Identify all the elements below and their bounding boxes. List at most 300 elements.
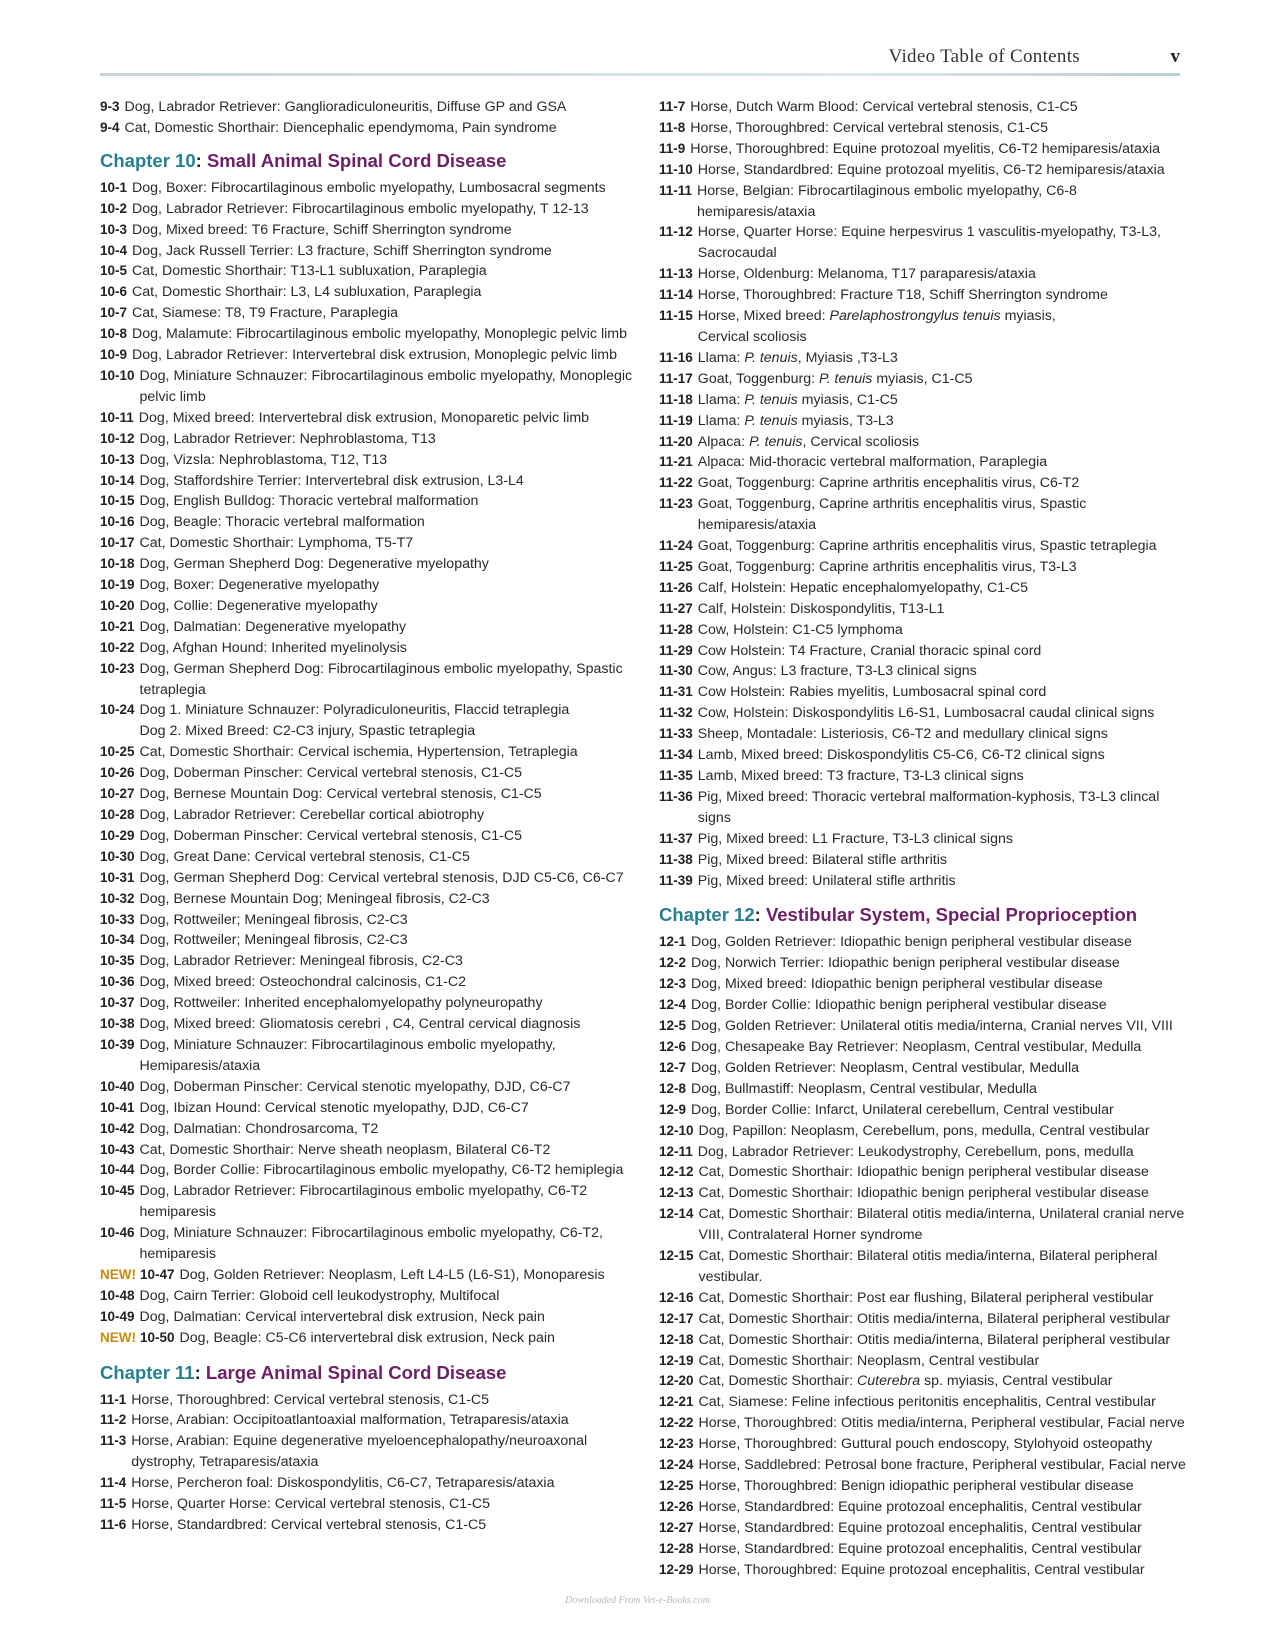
video-description: Dog, Golden Retriever: Unilateral otitis media/interna, Cranial nerves VII, VIII: [691, 1018, 1173, 1035]
video-number: 10-23: [100, 660, 135, 676]
video-description: Horse, Thoroughbred: Cervical vertebral stenosis, C1-C5: [131, 1391, 490, 1408]
video-description: Sheep, Montadale: Listeriosis, C6-T2 and medullary clinical signs: [697, 726, 1108, 743]
video-description: Cow Holstein: Rabies myelitis, Lumbosacral spinal cord: [697, 684, 1047, 701]
video-description: Dog, Malamute: Fibrocartilaginous embolic myelopathy, Monoplegic pelvic limb: [132, 326, 627, 343]
video-description: Dog, Dalmatian: Cervical intervertebral disk extrusion, Neck pain: [139, 1308, 545, 1325]
video-entry: [659, 369, 1194, 390]
video-number: 10-26: [100, 765, 135, 781]
video-entry: [100, 1014, 635, 1035]
video-entry: [659, 766, 1194, 787]
video-entry: [659, 1371, 1194, 1392]
video-entry: [100, 282, 635, 303]
video-number: 10-10: [100, 367, 135, 383]
video-description: Dog, Mixed breed: Intervertebral disk extrusion, Monoparetic pelvic limb: [138, 409, 590, 426]
video-number: 11-22: [659, 475, 693, 491]
video-description: Dog, Mixed breed: Idiopathic benign peripheral vestibular disease: [691, 976, 1103, 993]
video-entry: [659, 536, 1194, 557]
video-number: 11-31: [659, 684, 693, 700]
video-number: 12-18: [659, 1331, 694, 1347]
intro-list: [100, 97, 635, 139]
video-entry: [100, 847, 635, 868]
video-entry: [100, 1098, 635, 1119]
chapter-10-list: [100, 178, 635, 1349]
video-description: Horse, Standardbred: Equine protozoal encephalitis, Central vestibular: [698, 1540, 1142, 1557]
video-entry: [659, 1016, 1194, 1037]
watermark: Downloaded From Vet-e-Books.com: [565, 1595, 710, 1606]
video-number: 10-38: [100, 1016, 135, 1032]
video-description: Dog, Miniature Schnauzer: Fibrocartilaginous embolic myelopathy, Monoplegic pelvic limb: [139, 367, 633, 405]
video-description: Pig, Mixed breed: Bilateral stifle arthritis: [697, 851, 947, 868]
video-description: Cat, Domestic Shorthair: Otitis media/interna, Bilateral peripheral vestibular: [698, 1310, 1171, 1327]
video-number: 10-13: [100, 451, 135, 467]
video-description: Horse, Thoroughbred: Fracture T18, Schiff Sherrington syndrome: [697, 287, 1108, 304]
video-entry: [100, 1119, 635, 1140]
video-entry: [100, 1431, 635, 1473]
video-entry: [659, 1497, 1194, 1518]
video-number: 10-35: [100, 953, 135, 969]
video-entry: [659, 452, 1194, 473]
species-name-italic: P. tenuis: [744, 412, 798, 429]
video-entry: [100, 471, 635, 492]
video-description: Horse, Saddlebred: Petrosal bone fracture, Peripheral vestibular, Facial nerve: [698, 1457, 1186, 1474]
video-number: 12-22: [659, 1415, 694, 1431]
video-number: 11-24: [659, 538, 693, 554]
chapter-label: Chapter 10: [100, 149, 196, 171]
video-description: Lamb, Mixed breed: Diskospondylitis C5-C6, C6-T2 clinical signs: [697, 747, 1105, 764]
video-description: Dog, Bernese Mountain Dog; Meningeal fibrosis, C2-C3: [139, 890, 490, 907]
video-number: 10-40: [100, 1078, 135, 1094]
video-description: Dog, Miniature Schnauzer: Fibrocartilaginous embolic myelopathy, C6-T2, hemiparesis: [139, 1225, 603, 1263]
video-description: Dog, Labrador Retriever: Nephroblastoma, T13: [139, 430, 436, 447]
video-number: 12-27: [659, 1519, 694, 1535]
video-entry: [659, 932, 1194, 953]
video-description: Horse, Quarter Horse: Cervical vertebral stenosis, C1-C5: [131, 1496, 491, 1513]
video-entry: [659, 1518, 1194, 1539]
video-number: 11-16: [659, 349, 693, 365]
video-number: 10-28: [100, 807, 135, 822]
video-entry: [100, 659, 635, 701]
video-description: Dog, Labrador Retriever: Cerebellar cortical abiotrophy: [139, 807, 485, 823]
video-entry: [659, 1246, 1194, 1288]
video-description: Cat, Domestic Shorthair: Bilateral otitis media/interna, Unilateral cranial nerve VIII, Contralateral Horner syndrome: [698, 1206, 1185, 1244]
video-entry: [659, 995, 1194, 1016]
video-number: 10-45: [100, 1183, 135, 1199]
video-description: Calf, Holstein: Diskospondylitis, T13-L1: [697, 600, 945, 617]
video-entry: [100, 261, 635, 282]
chapter-11-continued-list: [659, 97, 1194, 891]
new-badge: NEW!: [100, 1329, 136, 1345]
video-description: Cat, Siamese: Feline infectious peritonitis encephalitis, Central vestibular: [698, 1394, 1156, 1411]
video-description: Cat, Domestic Shorthair: Cuterebra sp. myiasis, Central vestibular: [698, 1373, 1113, 1390]
chapter-11-list: [100, 1390, 635, 1536]
video-description: Cow, Holstein: C1-C5 lymphoma: [697, 621, 903, 638]
video-entry: [100, 1160, 635, 1181]
video-description: Dog, Vizsla: Nephroblastoma, T12, T13: [139, 451, 388, 468]
video-description: Dog, Doberman Pinscher: Cervical stenotic myelopathy, DJD, C6-C7: [139, 1078, 571, 1095]
video-entry: [659, 1455, 1194, 1476]
video-number: 12-10: [659, 1122, 694, 1138]
video-number: 11-10: [659, 161, 693, 177]
video-number: 11-2: [100, 1412, 127, 1428]
video-number: 10-24: [100, 702, 135, 718]
video-entry: [659, 181, 1194, 223]
species-name-italic: Parelaphostrongylus tenuis: [829, 308, 1001, 325]
video-number: 10-21: [100, 618, 135, 634]
video-number: 10-48: [100, 1287, 135, 1303]
video-description: Horse, Standardbred: Cervical vertebral stenosis, C1-C5: [131, 1517, 487, 1533]
video-entry: [100, 805, 635, 826]
video-description: Cow, Angus: L3 fracture, T3-L3 clinical signs: [697, 663, 977, 680]
video-description: Dog, Miniature Schnauzer: Fibrocartilaginous embolic myelopathy, Hemiparesis/ataxia: [139, 1036, 556, 1074]
video-number: 10-11: [100, 409, 134, 425]
video-description: Cat, Domestic Shorthair: Lymphoma, T5-T7: [139, 535, 414, 552]
video-description: Horse, Thoroughbred: Otitis media/interna, Peripheral vestibular, Facial nerve: [698, 1415, 1185, 1432]
video-entry: [100, 1410, 635, 1431]
video-description: Horse, Thoroughbred: Equine protozoal myelitis, C6-T2 hemiparesis/ataxia: [690, 140, 1161, 157]
video-number: 9-3: [100, 99, 120, 114]
video-entry: [100, 429, 635, 450]
video-description: Dog, Cairn Terrier: Globoid cell leukodystrophy, Multifocal: [139, 1287, 500, 1304]
video-number: 12-3: [659, 976, 687, 992]
video-number: 12-5: [659, 1018, 687, 1034]
video-description: Cat, Domestic Shorthair: Bilateral otitis media/interna, Bilateral peripheral vestibular.: [698, 1248, 1158, 1285]
video-entry: [659, 432, 1194, 453]
video-number: 10-30: [100, 848, 135, 864]
video-number: 12-28: [659, 1540, 694, 1556]
video-description: Pig, Mixed breed: L1 Fracture, T3-L3 clinical signs: [697, 830, 1013, 847]
right-column: [659, 97, 1194, 1581]
video-description: Goat, Toggenburg: P. tenuis myiasis, C1-C5: [697, 370, 973, 387]
chapter-label: Chapter 11: [100, 1361, 195, 1383]
video-entry: [659, 1330, 1194, 1351]
running-head-title: Video Table of Contents: [888, 46, 1080, 67]
video-description: Dog, Labrador Retriever: Fibrocartilaginous embolic myelopathy, C6-T2 hemiparesis: [139, 1183, 588, 1221]
video-description: Dog, Dalmatian: Degenerative myelopathy: [139, 618, 407, 635]
video-entry: [100, 910, 635, 931]
video-description: Dog, Golden Retriever: Neoplasm, Central vestibular, Medulla: [691, 1059, 1080, 1076]
video-entry: [100, 763, 635, 784]
video-entry: [100, 1265, 635, 1286]
video-number: 11-11: [659, 182, 693, 198]
video-number: 10-19: [100, 577, 135, 593]
video-number: 10-6: [100, 284, 128, 300]
video-description: Dog, Great Dane: Cervical vertebral stenosis, C1-C5: [139, 848, 470, 865]
video-entry: [659, 1413, 1194, 1434]
video-entry: [100, 700, 635, 742]
video-entry: [100, 324, 635, 345]
video-description: Dog, Rottweiler; Meningeal fibrosis, C2-C3: [139, 911, 408, 928]
video-entry: [659, 871, 1194, 892]
video-number: 11-12: [659, 224, 693, 240]
running-head: [100, 42, 1180, 74]
chapter-title: Small Animal Spinal Cord Disease: [206, 149, 507, 171]
video-description: Dog, Staffordshire Terrier: Intervertebral disk extrusion, L3-L4: [139, 472, 524, 489]
video-description: Horse, Standardbred: Equine protozoal encephalitis, Central vestibular: [698, 1498, 1142, 1515]
video-number: 10-46: [100, 1225, 135, 1241]
video-description: Cat, Domestic Shorthair: Nerve sheath neoplasm, Bilateral C6-T2: [139, 1141, 551, 1158]
video-number: 11-19: [659, 412, 693, 428]
video-entry: [659, 285, 1194, 306]
video-description: Llama: P. tenuis myiasis, C1-C5: [697, 391, 898, 408]
video-entry: [100, 118, 635, 139]
video-number: 10-2: [100, 200, 128, 216]
video-description: Cow, Holstein: Diskospondylitis L6-S1, Lumbosacral caudal clinical signs: [697, 705, 1155, 722]
video-description: Dog, Golden Retriever: Neoplasm, Left L4-L5 (L6-S1), Monoparesis: [179, 1266, 605, 1283]
video-number: 10-14: [100, 472, 135, 488]
video-description: Horse, Dutch Warm Blood: Cervical vertebral stenosis, C1-C5: [690, 99, 1078, 115]
video-number: 10-7: [100, 305, 128, 321]
video-entry: [659, 682, 1194, 703]
video-entry: [659, 494, 1194, 536]
video-entry: [659, 974, 1194, 995]
new-badge: NEW!: [100, 1266, 136, 1282]
page-number: v: [1170, 46, 1180, 67]
species-name-italic: P. tenuis: [744, 391, 798, 408]
video-entry: [659, 1351, 1194, 1372]
video-entry: [100, 450, 635, 471]
video-description: Dog, Border Collie: Infarct, Unilateral cerebellum, Central vestibular: [691, 1101, 1114, 1118]
video-number: 11-33: [659, 726, 693, 742]
video-entry: [659, 348, 1194, 369]
video-entry: [659, 1162, 1194, 1183]
video-description: Goat, Toggenburg, Caprine arthritis encephalitis virus, Spastic hemiparesis/ataxia: [697, 496, 1087, 534]
video-description: Goat, Toggenburg: Caprine arthritis encephalitis virus, T3-L3: [697, 558, 1077, 575]
video-entry: [659, 222, 1194, 264]
video-number: 10-9: [100, 347, 128, 363]
video-description: Dog, Labrador Retriever: Leukodystrophy, Cerebellum, pons, medulla: [697, 1143, 1134, 1160]
video-entry: [100, 868, 635, 889]
video-number: 11-30: [659, 663, 693, 679]
video-number: 11-17: [659, 370, 693, 386]
video-number: 10-17: [100, 535, 135, 551]
video-number: 11-26: [659, 579, 693, 595]
video-number: 12-9: [659, 1101, 687, 1117]
video-description: Dog, Labrador Retriever: Fibrocartilaginous embolic myelopathy, T 12-13: [132, 200, 589, 217]
video-number: 11-13: [659, 266, 693, 282]
video-number: 11-6: [100, 1517, 127, 1532]
video-description: Dog, Chesapeake Bay Retriever: Neoplasm, Central vestibular, Medulla: [691, 1038, 1142, 1055]
species-name-italic: Cuterebra: [857, 1373, 921, 1390]
video-number: 10-47: [140, 1266, 175, 1282]
video-entry: [659, 1142, 1194, 1163]
video-description: Horse, Standardbred: Equine protozoal encephalitis, Central vestibular: [698, 1519, 1142, 1536]
video-entry: [100, 554, 635, 575]
chapter-12-heading: Chapter 12: Vestibular System, Special Proprioception: [659, 904, 1138, 926]
video-number: 10-20: [100, 597, 135, 613]
chapter-10-heading: Chapter 10: Small Animal Spinal Cord Disease: [100, 149, 507, 171]
video-number: 12-17: [659, 1310, 694, 1326]
video-description: Dog, Collie: Degenerative myelopathy: [139, 597, 378, 614]
video-number: 10-49: [100, 1308, 135, 1324]
video-entry: [100, 889, 635, 910]
video-description: Dog, Mixed breed: Gliomatosis cerebri , C4, Central cervical diagnosis: [139, 1016, 581, 1033]
video-number: 10-27: [100, 786, 135, 802]
video-description: Dog, Papillon: Neoplasm, Cerebellum, pons, medulla, Central vestibular: [698, 1122, 1150, 1139]
video-number: 10-16: [100, 514, 135, 530]
video-description: Dog, Beagle: Thoracic vertebral malformation: [139, 514, 425, 531]
video-entry: [100, 1515, 635, 1536]
video-entry: [659, 1058, 1194, 1079]
video-description: Horse, Quarter Horse: Equine herpesvirus 1 vasculitis-myelopathy, T3-L3, Sacrocaudal: [697, 224, 1161, 262]
video-number: 10-32: [100, 890, 135, 906]
video-entry: [100, 1223, 635, 1265]
video-number: 11-23: [659, 496, 693, 512]
chapter-11-heading: Chapter 11: Large Animal Spinal Cord Disease: [100, 1361, 507, 1383]
video-entry: [659, 1183, 1194, 1204]
left-column: [100, 97, 635, 1536]
video-description: Dog, Labrador Retriever: Meningeal fibrosis, C2-C3: [139, 953, 463, 970]
video-description: Llama: P. tenuis myiasis, T3-L3: [697, 412, 894, 429]
video-entry: [659, 1539, 1194, 1560]
video-number: 11-39: [659, 872, 693, 888]
video-number: 12-2: [659, 955, 687, 971]
video-number: 11-4: [100, 1475, 127, 1491]
video-number: 11-14: [659, 287, 693, 303]
video-number: 10-4: [100, 242, 128, 258]
video-description: Cat, Domestic Shorthair: Idiopathic benign peripheral vestibular disease: [698, 1164, 1149, 1181]
video-description: Dog, Labrador Retriever: Ganglioradiculoneuritis, Diffuse GP and GSA: [124, 99, 567, 115]
video-number: 10-36: [100, 974, 135, 990]
video-number: 11-34: [659, 747, 693, 763]
video-description: Goat, Toggenburg: Caprine arthritis encephalitis virus, Spastic tetraplegia: [697, 538, 1157, 555]
video-description: Pig, Mixed breed: Thoracic vertebral malformation-kyphosis, T3-L3 clincal signs: [697, 788, 1160, 826]
video-number: 10-15: [100, 493, 135, 509]
video-number: 10-29: [100, 827, 135, 843]
video-entry: [659, 473, 1194, 494]
video-entry: [100, 1494, 635, 1515]
video-entry: [100, 303, 635, 324]
video-entry: [659, 703, 1194, 724]
video-entry: [100, 1390, 635, 1411]
video-entry: [100, 408, 635, 429]
video-entry: [659, 1392, 1194, 1413]
video-description: Dog, Rottweiler; Meningeal fibrosis, C2-C3: [139, 932, 408, 949]
video-description: Dog, German Shepherd Dog: Cervical vertebral stenosis, DJD C5-C6, C6-C7: [139, 869, 624, 886]
video-description: Dog, German Shepherd Dog: Fibrocartilaginous embolic myelopathy, Spastic tetraplegia: [139, 660, 623, 698]
video-number: 12-29: [659, 1561, 694, 1577]
video-description: Cat, Domestic Shorthair: L3, L4 subluxation, Paraplegia: [132, 284, 482, 301]
header-rule: [100, 73, 1180, 76]
video-number: 12-20: [659, 1373, 694, 1389]
video-description: Dog, Doberman Pinscher: Cervical vertebral stenosis, C1-C5: [139, 827, 522, 844]
video-entry: [659, 411, 1194, 432]
video-entry: [659, 1288, 1194, 1309]
video-description: Dog, Golden Retriever: Idiopathic benign peripheral vestibular disease: [691, 934, 1132, 951]
video-entry: [659, 1079, 1194, 1100]
video-number: 12-19: [659, 1352, 694, 1368]
video-description: Cat, Domestic Shorthair: Diencephalic ependymoma, Pain syndrome: [124, 119, 557, 136]
chapter-label: Chapter 12: [659, 904, 755, 926]
video-number: 12-8: [659, 1080, 687, 1096]
video-description: Horse, Standardbred: Equine protozoal myelitis, C6-T2 hemiparesis/ataxia: [697, 161, 1165, 178]
video-entry: [100, 596, 635, 617]
video-entry: [659, 139, 1194, 160]
video-number: 12-24: [659, 1457, 694, 1473]
video-description: Horse, Percheron foal: Diskospondylitis, C6-C7, Tetraparesis/ataxia: [131, 1475, 555, 1492]
video-entry: [100, 345, 635, 366]
video-entry: [659, 850, 1194, 871]
video-number: 10-25: [100, 744, 135, 760]
video-number: 10-3: [100, 221, 128, 237]
video-description: Dog, Mixed breed: Osteochondral calcinosis, C1-C2: [139, 974, 466, 991]
video-number: 11-7: [659, 99, 686, 114]
video-number: 12-25: [659, 1478, 694, 1493]
video-entry: [100, 638, 635, 659]
video-description: Dog, Bernese Mountain Dog: Cervical vertebral stenosis, C1-C5: [139, 786, 542, 803]
video-description: Calf, Holstein: Hepatic encephalomyelopathy, C1-C5: [697, 579, 1028, 596]
video-description: Cat, Domestic Shorthair: Post ear flushing, Bilateral peripheral vestibular: [698, 1289, 1154, 1306]
video-description: Cat, Domestic Shorthair: T13-L1 subluxation, Paraplegia: [132, 263, 487, 280]
video-entry: [659, 578, 1194, 599]
video-description: Dog, Norwich Terrier: Idiopathic benign peripheral vestibular disease: [691, 955, 1120, 972]
video-entry: [659, 160, 1194, 181]
video-number: 12-13: [659, 1185, 694, 1201]
video-entry: [659, 787, 1194, 829]
video-entry: [100, 220, 635, 241]
video-entry: [659, 641, 1194, 662]
video-number: 11-20: [659, 433, 693, 449]
video-number: 12-23: [659, 1436, 694, 1452]
chapter-12-list: [659, 932, 1194, 1580]
video-number: 11-28: [659, 621, 693, 637]
video-entry: [100, 1077, 635, 1098]
video-entry: [659, 1204, 1194, 1246]
video-entry: [100, 1473, 635, 1494]
video-entry: [100, 575, 635, 596]
video-description: Cat, Domestic Shorthair: Otitis media/interna, Bilateral peripheral vestibular: [698, 1331, 1171, 1348]
video-description: Dog, Rottweiler: Inherited encephalomyelopathy polyneuropathy: [139, 995, 543, 1012]
video-entry: [100, 512, 635, 533]
video-description: Dog, English Bulldog: Thoracic vertebral malformation: [139, 493, 479, 510]
species-name-italic: P. tenuis: [749, 433, 803, 450]
video-description: Cat, Siamese: T8, T9 Fracture, Paraplegia: [132, 305, 399, 322]
video-number: 11-38: [659, 851, 693, 867]
video-number: 11-27: [659, 600, 693, 616]
video-entry: [100, 742, 635, 763]
video-entry: [659, 97, 1194, 118]
video-entry: [100, 491, 635, 512]
video-number: 10-1: [100, 179, 128, 195]
video-entry: [659, 1434, 1194, 1455]
video-description: Dog, Afghan Hound: Inherited myelinolysis: [139, 639, 407, 656]
video-entry: [100, 1328, 635, 1349]
video-description: Dog, Border Collie: Idiopathic benign peripheral vestibular disease: [691, 997, 1107, 1014]
video-entry: [100, 1307, 635, 1328]
video-number: 11-1: [100, 1391, 127, 1407]
video-entry: [100, 533, 635, 554]
video-number: 10-33: [100, 911, 135, 927]
video-entry: [659, 745, 1194, 766]
video-description: Horse, Thoroughbred: Cervical vertebral stenosis, C1-C5: [690, 119, 1049, 136]
video-entry: [100, 972, 635, 993]
video-entry: [659, 264, 1194, 285]
video-number: 12-14: [659, 1206, 694, 1222]
video-number: 11-32: [659, 705, 693, 721]
video-number: 10-39: [100, 1036, 135, 1052]
video-entry: [100, 199, 635, 220]
video-entry: [659, 829, 1194, 850]
video-description: Dog 1. Miniature Schnauzer: Polyradiculoneuritis, Flaccid tetraplegia Dog 2. Mixed Breed: C2-C3 injury, Spastic tetraplegia: [139, 702, 570, 740]
video-description: Horse, Arabian: Equine degenerative myeloencephalopathy/neuroaxonal dystrophy, Tetraparesis/ataxia: [131, 1433, 588, 1471]
video-number: 11-18: [659, 391, 693, 407]
video-entry: [659, 1560, 1194, 1581]
video-description: Horse, Thoroughbred: Benign idiopathic peripheral vestibular disease: [698, 1478, 1134, 1494]
video-description: Dog, Mixed breed: T6 Fracture, Schiff Sherrington syndrome: [132, 221, 512, 238]
video-number: 10-44: [100, 1162, 135, 1178]
video-entry: [100, 993, 635, 1014]
video-number: 11-3: [100, 1433, 127, 1449]
video-entry: [659, 1037, 1194, 1058]
